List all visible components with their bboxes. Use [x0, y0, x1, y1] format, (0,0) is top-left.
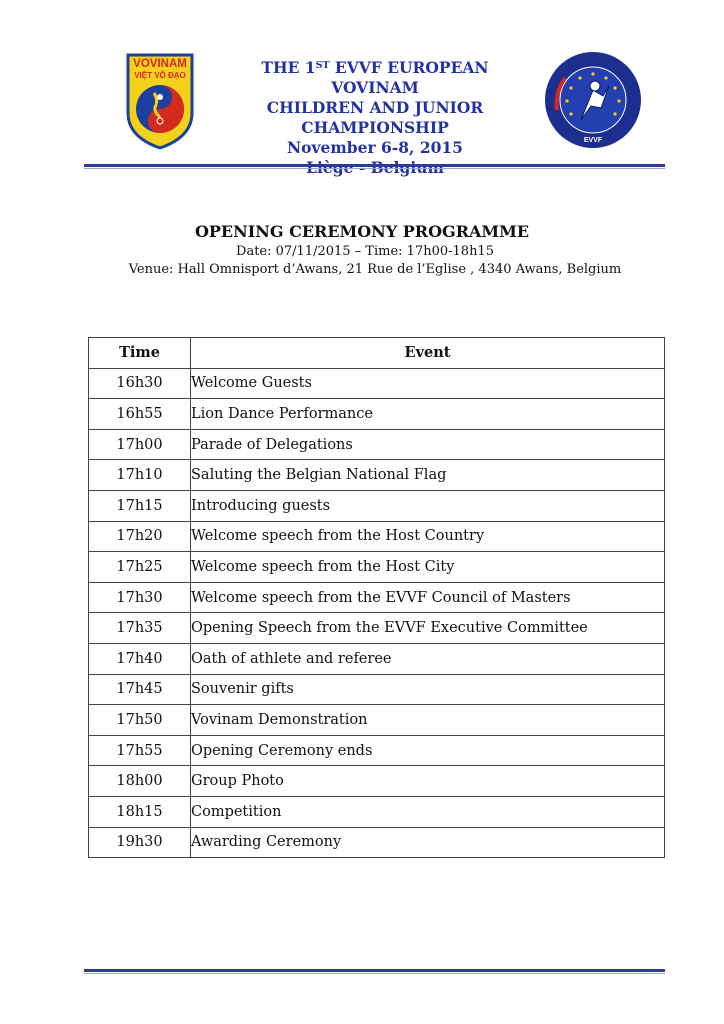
- row-time: 17h20: [89, 521, 191, 552]
- row-time: 17h30: [89, 582, 191, 613]
- table-row: [89, 490, 665, 521]
- svg-text:EVVF: EVVF: [583, 137, 603, 144]
- row-event: Saluting the Belgian National Flag: [191, 460, 665, 491]
- schedule-body: [89, 368, 665, 858]
- title-dates: November 6-8, 2015: [287, 138, 463, 157]
- row-event: Introducing guests: [191, 490, 665, 521]
- row-time: 17h35: [89, 613, 191, 644]
- row-event: Parade of Delegations: [191, 429, 665, 460]
- row-event: Oath of athlete and referee: [191, 643, 665, 674]
- row-event: Competition: [191, 796, 665, 827]
- table-row: [89, 582, 665, 613]
- table-row: [89, 552, 665, 583]
- row-event: Welcome speech from the Host City: [191, 552, 665, 583]
- row-time: 17h00: [89, 429, 191, 460]
- programme-title: OPENING CEREMONY PROGRAMME: [194, 222, 530, 241]
- row-event: Vovinam Demonstration: [191, 705, 665, 736]
- row-event: Group Photo: [191, 766, 665, 797]
- table-row: [89, 399, 665, 430]
- row-time: 19h30: [89, 827, 191, 858]
- row-time: 18h00: [89, 766, 191, 797]
- table-row: [89, 643, 665, 674]
- table-row: [89, 460, 665, 491]
- table-row: [89, 735, 665, 766]
- table-row: [89, 674, 665, 705]
- title-line-1: THE 1ST EVVF EUROPEAN VOVINAM: [261, 58, 489, 97]
- row-time: 17h40: [89, 643, 191, 674]
- programme-date: Date: 07/11/2015 – Time: 17h00-18h15: [236, 244, 494, 259]
- table-row: [89, 613, 665, 644]
- table-row: [89, 766, 665, 797]
- table-row: [89, 368, 665, 399]
- championship-title: [220, 58, 530, 178]
- row-time: 17h50: [89, 705, 191, 736]
- column-header-time: Time: [89, 338, 191, 369]
- row-time: 17h55: [89, 735, 191, 766]
- row-event: Welcome Guests: [191, 368, 665, 399]
- table-row: [89, 705, 665, 736]
- title-line-2: CHILDREN AND JUNIOR CHAMPIONSHIP: [266, 98, 484, 137]
- row-time: 17h25: [89, 552, 191, 583]
- footer-divider: [84, 969, 665, 972]
- header-divider: [84, 164, 665, 167]
- table-row: [89, 521, 665, 552]
- row-time: 16h55: [89, 399, 191, 430]
- table-row: [89, 827, 665, 858]
- evvf-emblem-logo: [543, 50, 643, 150]
- svg-text:VOVINAM: VOVINAM: [133, 58, 187, 70]
- table-row: [89, 796, 665, 827]
- row-event: Souvenir gifts: [191, 674, 665, 705]
- programme-venue: Venue: Hall Omnisport d’Awans, 21 Rue de l’Eglise , 4340 Awans, Belgium: [128, 262, 622, 277]
- row-event: Opening Ceremony ends: [191, 735, 665, 766]
- row-time: 18h15: [89, 796, 191, 827]
- row-event: Opening Speech from the EVVF Executive Committee: [191, 613, 665, 644]
- ceremony-schedule-table: [88, 337, 665, 858]
- row-time: 17h10: [89, 460, 191, 491]
- row-time: 16h30: [89, 368, 191, 399]
- table-row: [89, 429, 665, 460]
- row-time: 17h45: [89, 674, 191, 705]
- row-event: Lion Dance Performance: [191, 399, 665, 430]
- table-header-row: [89, 338, 665, 369]
- row-event: Awarding Ceremony: [191, 827, 665, 858]
- vovinam-shield-logo: [124, 51, 196, 151]
- row-event: Welcome speech from the Host Country: [191, 521, 665, 552]
- column-header-event: Event: [191, 338, 665, 369]
- row-event: Welcome speech from the EVVF Council of Masters: [191, 582, 665, 613]
- svg-text:VIỆT VÕ ĐẠO: VIỆT VÕ ĐẠO: [134, 71, 186, 80]
- document-header: [0, 0, 724, 175]
- row-time: 17h15: [89, 490, 191, 521]
